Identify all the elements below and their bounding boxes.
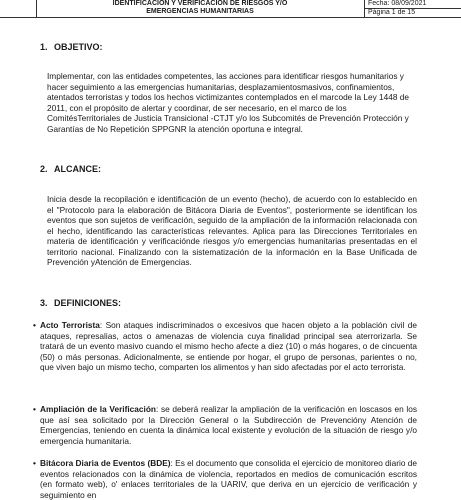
bullet-icon: • xyxy=(33,404,36,414)
header-title-line2: EMERGENCIAS HUMANITARIAS xyxy=(146,8,254,15)
section-number: 3. xyxy=(40,298,48,308)
section-body-objetivo: Implementar, con las entidades competentes, las acciones para identificar riesgos humanitarios y hacer seguimiento a las emergencias humanitarias, desplazamientosmasivos, confinamientos, atentados terroristas y todos los hechos victimizantes contemplados en el marcode la Ley 1448 de 2011, con el propósito de alertar y coordinar, de ser necesario, en el marco de los ComitésTerritoriales de Justicia Transicional -CTJT y/o los Subcomités de Prevención Protección y Garantías de No Repetición SPPGNR la atención oportuna e integral. xyxy=(47,71,410,134)
definition-term: Acto Terrorista xyxy=(40,320,100,330)
section-heading-definiciones xyxy=(40,298,121,308)
definition-item: • Bitácora Diaria de Eventos (BDE): Es el documento que consolida el ejercicio de monitoreo diario de eventos relacionados con la dinámica de violencia, reportados en medios de comunicación escritos (en formato web), o' enlaces territoriales de la UARIV, que deriva en un ejercicio de verificación y seguimiento en xyxy=(33,458,417,500)
section-number: 1. xyxy=(40,42,48,52)
header-page: Página 1 de 15 xyxy=(365,9,461,18)
definition-text: se deberá realizar la ampliación de la verificación en loscasos en los que así sea solicitado por la Dirección General o la Subdirección de Prevencióny Atención de Emergencias, teniendo en cuenta la dinámica local existente y evolución de la situación de riesgo y/o emergencia humanitaria. xyxy=(40,404,417,446)
header-logo-cell xyxy=(0,0,37,18)
definition-text: Son ataques indiscriminados o excesivos que hacen objeto a la población civil de ataques, represalias, actos o amenazas de violencia cuya finalidad principal sea aterrorizarla. Se tratará de un evento masivo cuando el mismo hecho afecte a diez (10) o más hogares, o de cincuenta (50) o más personas. Adicionalmente, se entiende por hogar, el grupo de personas, parientes o no, que viven bajo un mismo techo, comparten los alimentos y han sido afectadas por el acto terrorista. xyxy=(40,320,417,373)
definition-item: • Ampliación de la Verificación: se deberá realizar la ampliación de la verificación en loscasos en los que así sea solicitado por la Dirección General o la Subdirección de Prevencióny Atención de Emergencias, teniendo en cuenta la dinámica local existente y evolución de la situación de riesgo y/o emergencia humanitaria. xyxy=(33,404,417,446)
section-title: OBJETIVO: xyxy=(54,42,103,52)
document-header xyxy=(0,0,461,18)
section-heading-alcance xyxy=(40,164,101,174)
section-number: 2. xyxy=(40,164,48,174)
section-title: ALCANCE: xyxy=(54,164,101,174)
bullet-icon: • xyxy=(33,458,36,468)
header-title xyxy=(36,0,365,18)
header-title-line1: IDENTIFICACIÓN Y VERIFICACIÓN DE RIESGOS Y/O xyxy=(112,0,288,7)
section-heading-objetivo xyxy=(40,42,103,52)
header-date: Fecha: 08/09/2021 xyxy=(365,0,461,9)
definition-text: Es el documento que consolida el ejercicio de monitoreo diario de eventos relacionados con la dinámica de violencia, reportados en medios de comunicación escritos (en formato web), o' enlaces territoriales de la UARIV, que deriva en un ejercicio de verificación y seguimiento en xyxy=(40,458,417,500)
bullet-icon: • xyxy=(33,320,36,330)
definition-item: • Acto Terrorista: Son ataques indiscriminados o excesivos que hacen objeto a la población civil de ataques, represalias, actos o amenazas de violencia cuya finalidad principal sea aterrorizarla. Se tratará de un evento masivo cuando el mismo hecho afecte a diez (10) o más hogares, o de cincuenta (50) o más personas. Adicionalmente, se entiende por hogar, el grupo de personas, parientes o no, que viven bajo un mismo techo, comparten los alimentos y han sido afectadas por el acto terrorista. xyxy=(33,320,417,373)
section-body-alcance: Inicia desde la recopilación e identificación de un evento (hecho), de acuerdo con lo establecido en el "Protocolo para la elaboración de Bitácora Diaria de Eventos", posteriormente se identifican los eventos que son sujetos de verificación, seguido de la ampliación de la información relacionada con el hecho, identificando las características relevantes. Aplica para las Direcciones Territoriales en materia de identificación y verificaciónde riesgos y/o emergencias humanitarias presentadas en el territorio nacional. Finalizando con la sistematización de la información en la Base Unificada de Prevención yAtención de Emergencias. xyxy=(47,194,417,267)
section-title: DEFINICIONES: xyxy=(54,298,122,308)
definition-term: Ampliación de la Verificación xyxy=(40,404,156,414)
header-meta xyxy=(365,0,461,17)
definition-term: Bitácora Diaria de Eventos (BDE) xyxy=(40,458,171,468)
